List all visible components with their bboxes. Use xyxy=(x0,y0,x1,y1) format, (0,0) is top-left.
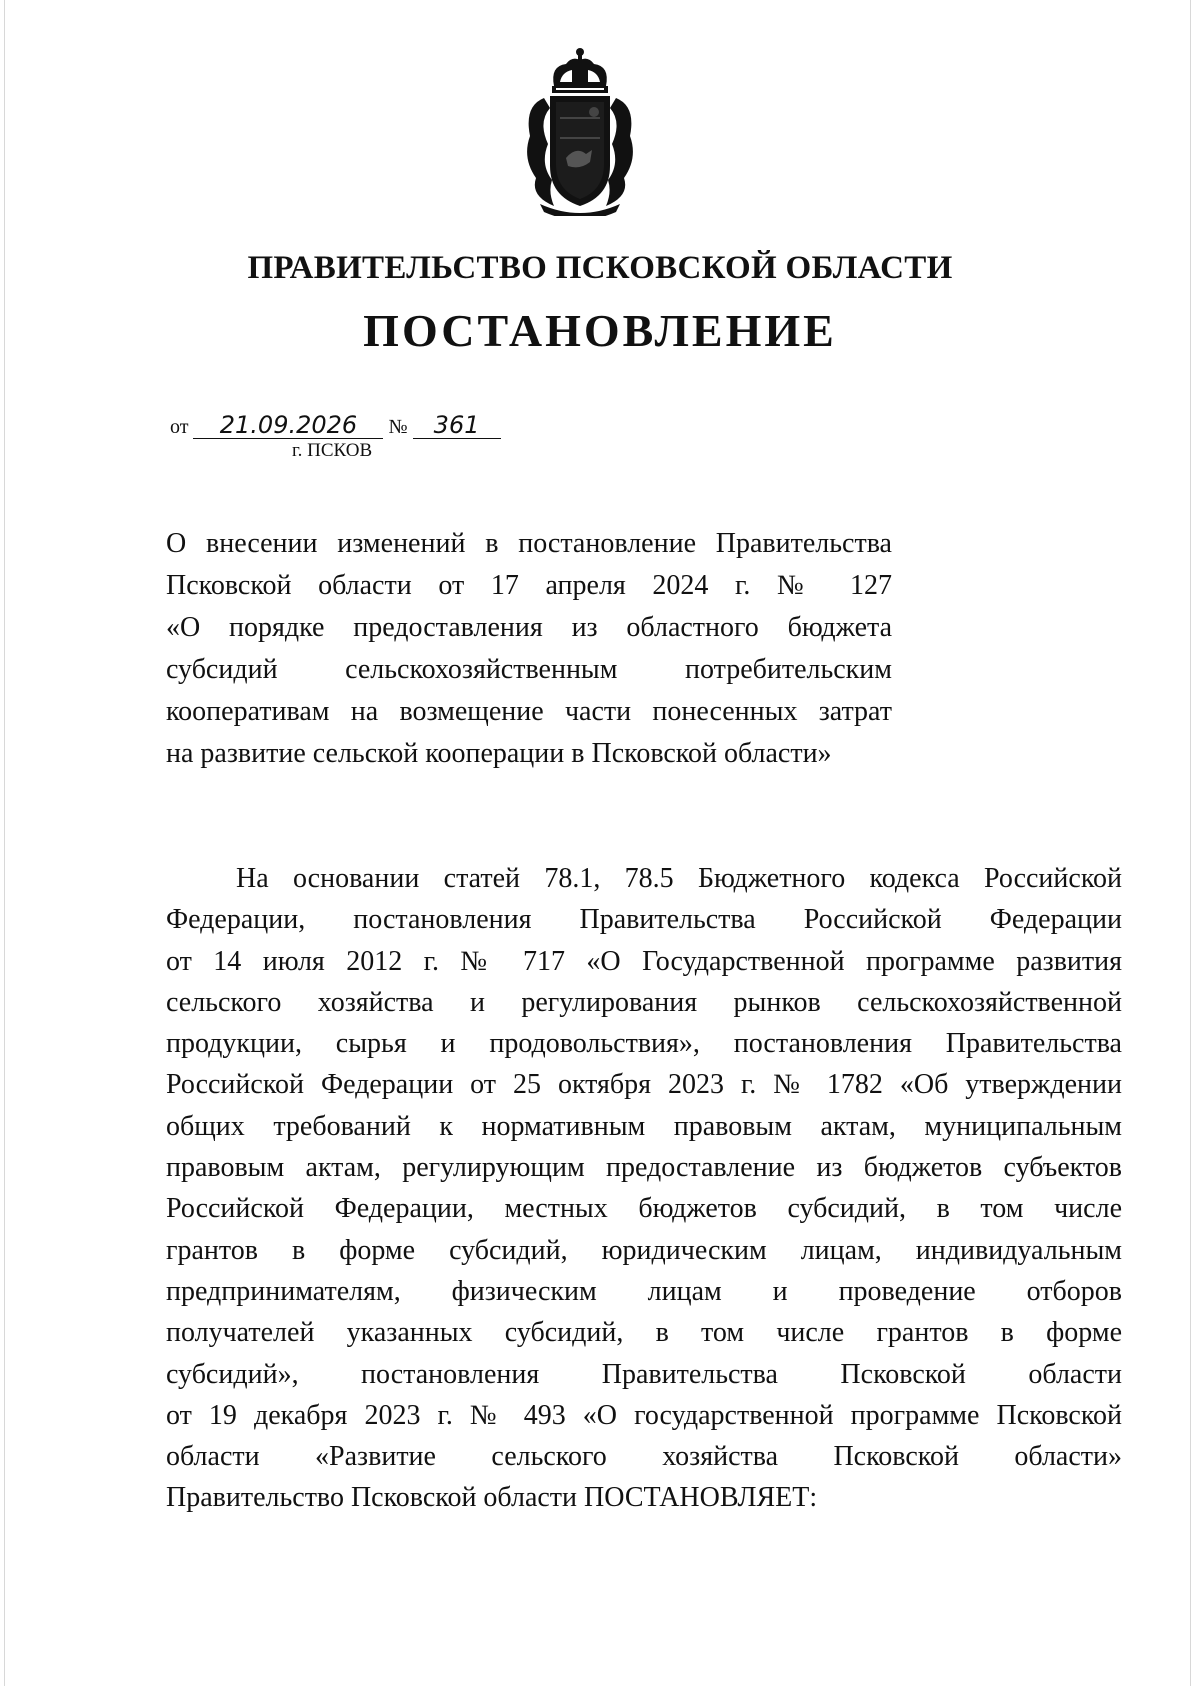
document-type: ПОСТАНОВЛЕНИЕ xyxy=(363,305,837,356)
body-line: получателей указанных субсидий, в том числе грантов в форме xyxy=(166,1317,1122,1349)
body-line: общих требований к нормативным правовым актам, муниципальным xyxy=(166,1110,1122,1142)
handwritten-number: 361 xyxy=(413,412,501,439)
number-prefix: № xyxy=(388,416,408,438)
decree-body xyxy=(166,858,1122,1519)
body-line: от 19 декабря 2023 г. № 493 «О государственной программе Псковской xyxy=(166,1399,1122,1431)
handwritten-date: 21.09.2026 xyxy=(193,412,383,439)
body-line: На основании статей 78.1, 78.5 Бюджетного кодекса Российской xyxy=(236,863,1122,894)
body-line: Правительство Псковской области ПОСТАНОВЛЯЕТ: xyxy=(166,1482,818,1514)
body-line: сельского хозяйства и регулирования рынков сельскохозяйственной xyxy=(166,986,1122,1018)
government-name: ПРАВИТЕЛЬСТВО ПСКОВСКОЙ ОБЛАСТИ xyxy=(247,250,953,286)
subject-line: субсидий сельскохозяйственным потребительским xyxy=(166,654,892,685)
body-line: Российской Федерации от 25 октября 2023 г. № 1782 «Об утверждении xyxy=(166,1069,1122,1101)
body-line: продукции, сырья и продовольствия», постановления Правительства xyxy=(166,1028,1122,1060)
body-line: правовым актам, регулирующим предоставление из бюджетов субъектов xyxy=(166,1152,1122,1184)
subject-line: Псковской области от 17 апреля 2024 г. № 127 xyxy=(166,570,892,601)
body-line: грантов в форме субсидий, юридическим лицам, индивидуальным xyxy=(166,1234,1122,1266)
body-line: субсидий», постановления Правительства Псковской области xyxy=(166,1358,1122,1390)
pskov-coat-of-arms-icon xyxy=(520,46,640,216)
body-line: Федерации, постановления Правительства Российской Федерации xyxy=(166,904,1122,936)
subject-line: кооперативам на возмещение части понесенных затрат xyxy=(166,696,892,727)
date-prefix: от xyxy=(170,416,189,438)
city: г. ПСКОВ xyxy=(292,440,373,461)
body-line: области «Развитие сельского хозяйства Псковской области» xyxy=(166,1441,1122,1473)
subject-line: О внесении изменений в постановление Правительства xyxy=(166,528,892,559)
body-line: от 14 июля 2012 г. № 717 «О Государственной программе развития xyxy=(166,945,1122,977)
date-number-line xyxy=(170,412,501,439)
body-line: предпринимателям, физическим лицам и проведение отборов xyxy=(166,1275,1122,1307)
decree-subject xyxy=(166,523,892,775)
body-line: Российской Федерации, местных бюджетов субсидий, в том числе xyxy=(166,1193,1122,1225)
subject-line: «О порядке предоставления из областного бюджета xyxy=(166,612,892,643)
subject-line: на развитие сельской кооперации в Псковской области» xyxy=(166,738,832,769)
